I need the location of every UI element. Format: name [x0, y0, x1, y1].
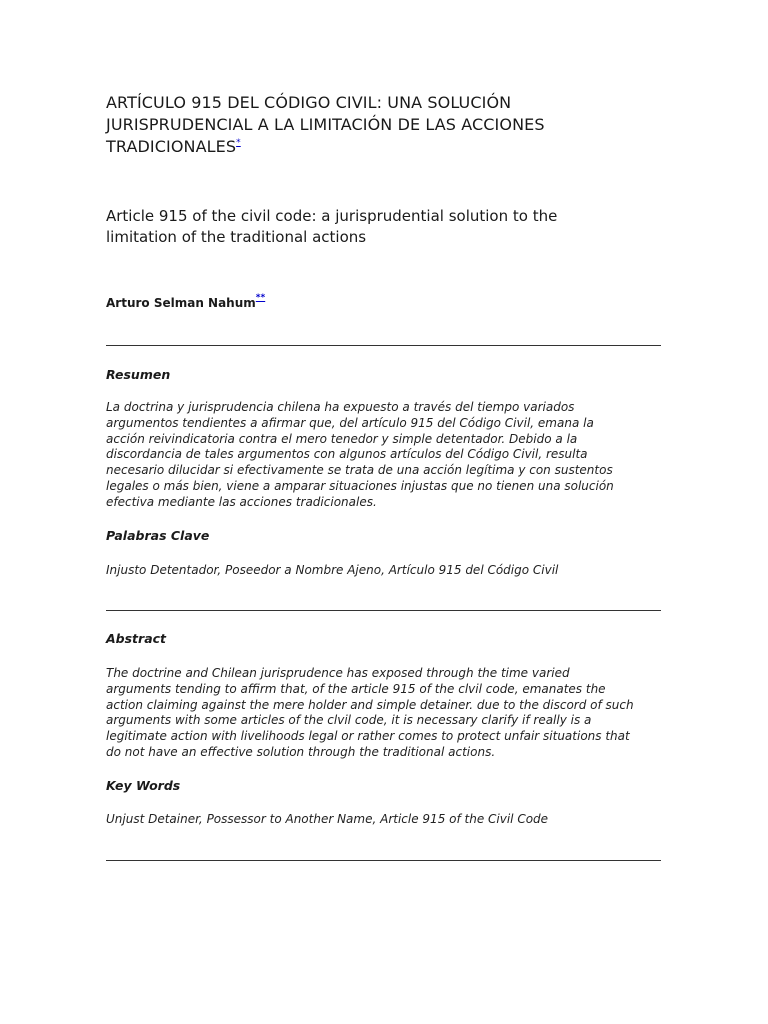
author-footnote-link[interactable]: ** [255, 293, 266, 303]
abstract-line: arguments tending to affirm that, of the article 915 of the clvil code, emanates the [106, 681, 606, 696]
abstract-line: do not have an effective solution through the traditional actions. [106, 744, 496, 759]
author-name [106, 293, 266, 310]
title-footnote-marker [236, 138, 241, 148]
resumen-line: La doctrina y jurisprudencia chilena ha expuesto a través del tiempo variados [106, 400, 575, 414]
resumen-line: efectiva mediante las acciones tradicionales. [106, 494, 377, 509]
article-subtitle [106, 206, 666, 248]
resumen-line: acción reivindicatoria contra el mero tenedor y simple detentador. Debido a la [106, 431, 578, 446]
article-title [106, 92, 666, 158]
resumen-paragraph [106, 400, 666, 511]
divider [106, 345, 661, 346]
abstract-line: action claiming against the mere holder and simple detainer. due to the discord of such [106, 697, 634, 712]
author-footnote-marker [256, 293, 265, 303]
resumen-line: necesario dilucidar si efectivamente se trata de una acción legítima y con sustentos [106, 463, 613, 478]
abstract-line: The doctrine and Chilean jurisprudence has exposed through the time varied [106, 666, 570, 680]
resumen-line: legales o más bien, viene a amparar situaciones injustas que no tienen una solución [106, 478, 614, 493]
abstract-line: arguments with some articles of the clvil code, it is necessary clarify if really is a [106, 713, 592, 728]
title-line: ARTÍCULO 915 DEL CÓDIGO CIVIL: UNA SOLUCIÓN [106, 93, 512, 112]
abstract-line: legitimate action with livelihoods legal or rather comes to protect unfair situations that [106, 729, 630, 744]
abstract-paragraph [106, 666, 666, 761]
subtitle-line: Article 915 of the civil code: a jurisprudential solution to the [106, 207, 558, 225]
resumen-heading: Resumen [106, 367, 171, 382]
divider [106, 860, 661, 861]
title-line-text: TRADICIONALES [106, 137, 237, 156]
title-footnote-link[interactable]: * [236, 138, 241, 148]
resumen-line: discordancia de tales argumentos con algunos artículos del Código Civil, resulta [106, 447, 588, 462]
subtitle-line: limitation of the traditional actions [106, 228, 367, 246]
resumen-line: argumentos tendientes a afirmar que, del artículo 915 del Código Civil, emana la [106, 415, 594, 430]
key-words-text: Unjust Detainer, Possessor to Another Name, Article 915 of the Civil Code [106, 812, 549, 826]
title-line: JURISPRUDENCIAL A LA LIMITACIÓN DE LAS ACCIONES [106, 115, 545, 134]
title-line [106, 136, 666, 158]
divider [106, 610, 661, 611]
palabras-clave-text: Injusto Detentador, Poseedor a Nombre Ajeno, Artículo 915 del Código Civil [106, 563, 559, 577]
key-words-heading: Key Words [106, 778, 181, 793]
palabras-clave-heading: Palabras Clave [106, 528, 210, 543]
author-name-text: Arturo Selman Nahum [106, 296, 256, 310]
abstract-heading: Abstract [106, 631, 167, 646]
